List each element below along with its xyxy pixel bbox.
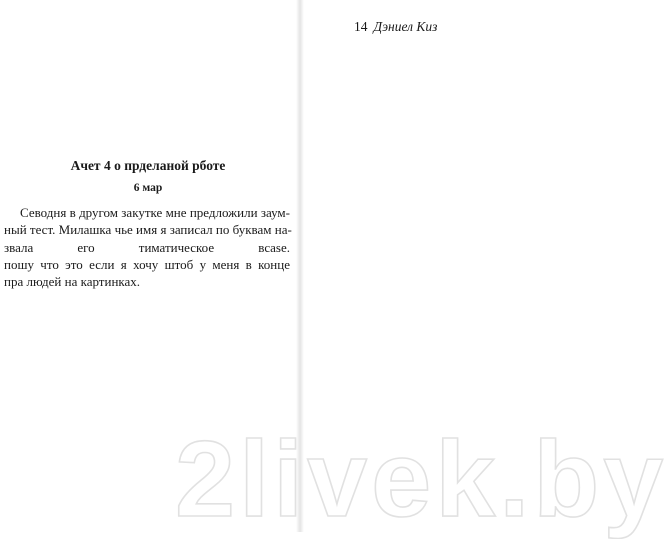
text-line: пошу что это если я хочу штоб у меня в конце [4, 256, 290, 272]
page-number: 14 [354, 19, 368, 34]
right-page [304, 0, 600, 532]
paragraph [4, 204, 290, 290]
entry-date: 6 мар [133, 182, 163, 194]
watermark-text: 2livek.by [175, 418, 667, 539]
text-line: ный тест. Милашка чье имя я записал по буквам на- [4, 222, 292, 238]
book-gutter [296, 0, 304, 532]
text-line: пра людей на картинках. [4, 274, 141, 290]
left-page [0, 0, 296, 532]
chapter-title: Ачет 4 о прделаной рботе [70, 158, 226, 173]
left-body-text [4, 204, 290, 290]
running-head-title: Дэниел Киз [373, 19, 438, 34]
text-line: Севодня в другом закутке мне предложили заум- [20, 205, 290, 220]
running-head [354, 19, 437, 35]
text-line: звала его тиматическое вcase. [4, 239, 290, 255]
